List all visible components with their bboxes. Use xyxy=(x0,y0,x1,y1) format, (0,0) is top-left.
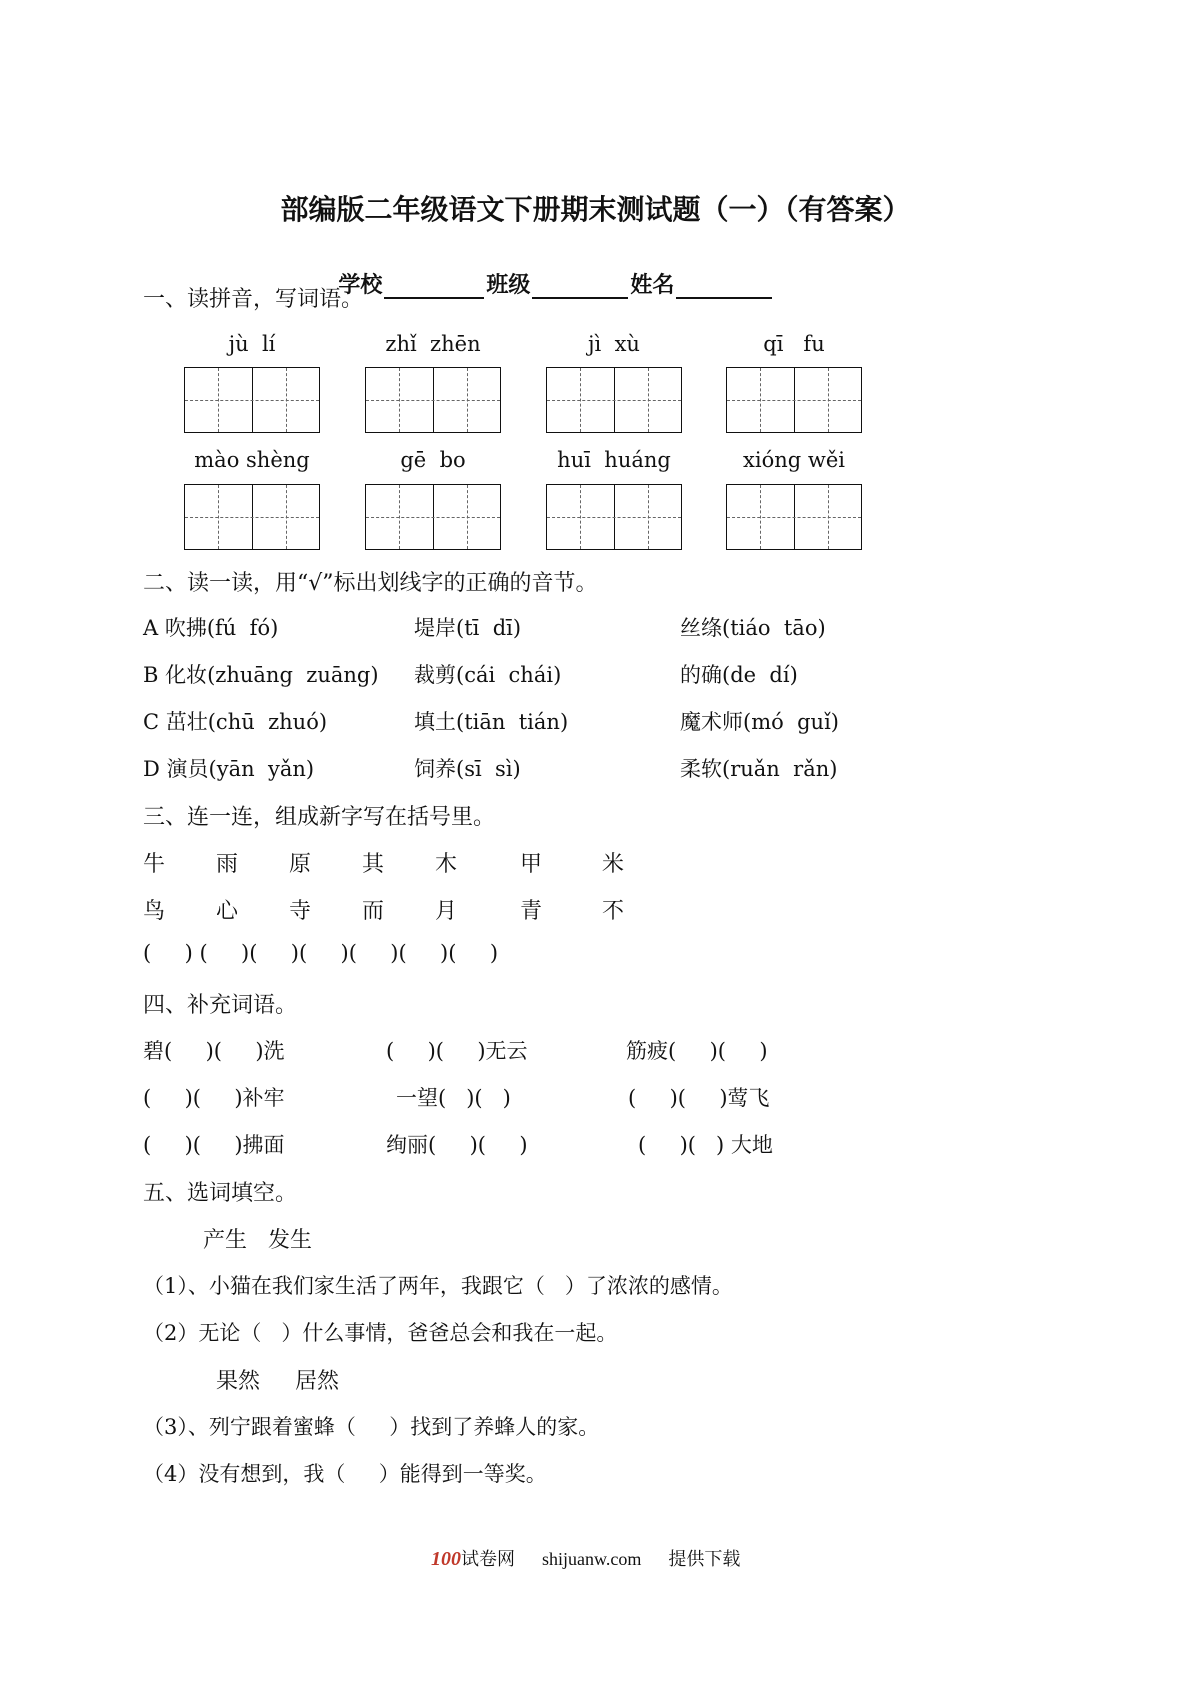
char-part[interactable]: 甲 xyxy=(520,852,543,877)
pinyin-choice[interactable]: 丝绦(tiáo tāo) xyxy=(680,616,826,640)
char-part[interactable]: 雨 xyxy=(216,852,239,877)
word-choices: 产生 发生 xyxy=(203,1228,312,1253)
name-blank[interactable] xyxy=(676,275,772,299)
char-part[interactable]: 鸟 xyxy=(143,899,166,924)
section-3-heading: 三、连一连，组成新字写在括号里。 xyxy=(143,805,496,830)
idiom-blank[interactable]: ( )( )补牢 xyxy=(143,1086,285,1110)
char-part[interactable]: 米 xyxy=(602,852,625,877)
footer xyxy=(422,1524,740,1571)
question-3[interactable]: （3）、列宁跟着蜜蜂（ ）找到了养蜂人的家。 xyxy=(143,1415,600,1439)
char-part[interactable]: 心 xyxy=(216,899,239,924)
char-part[interactable]: 月 xyxy=(435,899,458,924)
page-title: 部编版二年级语文下册期末测试题（一）（有答案） xyxy=(280,193,911,226)
pinyin-label: mào shèng xyxy=(194,448,310,472)
char-part[interactable]: 牛 xyxy=(143,852,166,877)
pinyin-label: gē bo xyxy=(400,448,466,472)
pinyin-choice[interactable]: A 吹拂(fú fó) xyxy=(143,616,279,640)
school-label: 学校 xyxy=(338,272,383,298)
char-part[interactable]: 不 xyxy=(602,899,625,924)
pinyin-label: jì xù xyxy=(588,332,640,356)
word-choices: 果然 居然 xyxy=(216,1369,339,1394)
question-1[interactable]: （1）、小猫在我们家生活了两年，我跟它（ ）了浓浓的感情。 xyxy=(143,1274,733,1298)
site-url[interactable]: shijuanw.com xyxy=(542,1549,642,1569)
pinyin-choice[interactable]: 堤岸(tī dī) xyxy=(414,616,522,640)
pinyin-label: xióng wěi xyxy=(743,448,845,472)
pinyin-choice[interactable]: D 演员(yān yǎn) xyxy=(143,757,315,781)
school-blank[interactable] xyxy=(384,275,484,299)
download-note: 提供下载 xyxy=(668,1549,741,1569)
idiom-blank[interactable]: 筋疲( )( ) xyxy=(626,1039,768,1063)
section-4-heading: 四、补充词语。 xyxy=(143,993,298,1018)
question-4[interactable]: （4）没有想到，我（ ）能得到一等奖。 xyxy=(143,1462,547,1486)
pinyin-choice[interactable]: 饲养(sī sì) xyxy=(414,757,521,781)
idiom-blank[interactable]: ( )( ) 大地 xyxy=(638,1133,773,1157)
idiom-blank[interactable]: 一望( )( ) xyxy=(396,1086,511,1110)
section-5-heading: 五、选词填空。 xyxy=(143,1181,298,1206)
section-2-heading: 二、读一读，用“√”标出划线字的正确的音节。 xyxy=(143,571,598,596)
site-name: 试卷网 xyxy=(461,1549,515,1569)
pinyin-label: qī fu xyxy=(763,332,825,356)
class-blank[interactable] xyxy=(532,275,628,299)
idiom-blank[interactable]: ( )( )无云 xyxy=(386,1039,528,1063)
pinyin-choice[interactable]: 柔软(ruǎn rǎn) xyxy=(680,757,838,781)
section-1-heading: 一、读拼音，写词语。 xyxy=(143,287,364,312)
pinyin-choice[interactable]: C 茁壮(chū zhuó) xyxy=(143,710,328,734)
question-2[interactable]: （2）无论（ ）什么事情，爸爸总会和我在一起。 xyxy=(143,1321,618,1345)
pinyin-choice[interactable]: 魔术师(mó guǐ) xyxy=(680,710,839,734)
char-part[interactable]: 原 xyxy=(289,852,312,877)
pinyin-choice[interactable]: B 化妆(zhuāng zuāng) xyxy=(143,663,379,687)
char-part[interactable]: 寺 xyxy=(289,899,312,924)
pinyin-label: huī huáng xyxy=(557,448,671,472)
idiom-blank[interactable]: ( )( )莺飞 xyxy=(628,1086,770,1110)
writing-grid[interactable] xyxy=(726,367,862,433)
writing-grid[interactable] xyxy=(365,367,501,433)
writing-grid[interactable] xyxy=(546,367,682,433)
char-part[interactable]: 木 xyxy=(435,852,458,877)
writing-grid[interactable] xyxy=(365,484,501,550)
char-part[interactable]: 而 xyxy=(362,899,385,924)
pinyin-choice[interactable]: 裁剪(cái chái) xyxy=(414,663,562,687)
writing-grid[interactable] xyxy=(726,484,862,550)
idiom-blank[interactable]: 绚丽( )( ) xyxy=(386,1133,528,1157)
class-label: 班级 xyxy=(486,272,531,298)
pinyin-label: jù lí xyxy=(228,332,276,356)
pinyin-choice[interactable]: 填土(tiān tián) xyxy=(414,710,569,734)
writing-grid[interactable] xyxy=(184,484,320,550)
idiom-blank[interactable]: 碧( )( )洗 xyxy=(143,1039,285,1063)
site-logo: 100 xyxy=(431,1548,461,1570)
char-part[interactable]: 其 xyxy=(362,852,385,877)
answer-blanks[interactable]: ( ) ( )( )( )( )( )( ) xyxy=(143,941,499,965)
student-info xyxy=(323,242,774,299)
name-label: 姓名 xyxy=(630,272,675,298)
pinyin-label: zhǐ zhēn xyxy=(385,332,481,356)
idiom-blank[interactable]: ( )( )拂面 xyxy=(143,1133,285,1157)
writing-grid[interactable] xyxy=(184,367,320,433)
char-part[interactable]: 青 xyxy=(520,899,543,924)
writing-grid[interactable] xyxy=(546,484,682,550)
pinyin-choice[interactable]: 的确(de dí) xyxy=(680,663,798,687)
